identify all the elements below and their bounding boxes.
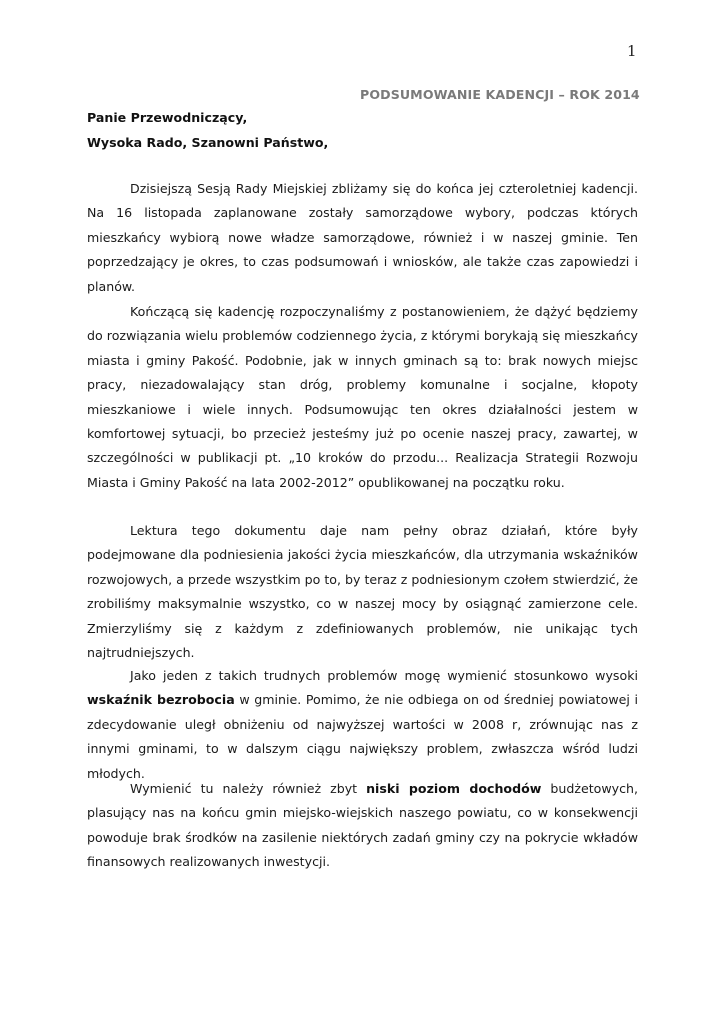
paragraph-4-text xyxy=(87,664,638,786)
paragraph-1 xyxy=(87,177,638,299)
paragraph-1-text: Dzisiejszą Sesją Rady Miejskiej zbliżamy się do końca jej czteroletniej kadencji. Na 16 listopada zaplanowane zostały samorządowe wybory, podczas których mieszkańcy wybiorą nowe władze samorządowe, również i w naszej gminie. Ten poprzedzający je okres, to czas podsumowań i wniosków, ale także czas zapowiedzi i planów. xyxy=(87,181,638,294)
paragraph-5-rest: budżetowych, plasujący nas na końcu gmin miejsko-wiejskich naszego powiatu, co w konsekwencji powoduje brak środków na zasilenie niektórych zadań gminy czy na pokrycie wkładów finansowych realizowanych inwestycji. xyxy=(87,781,639,870)
page-number: 1 xyxy=(627,42,637,60)
low-income-emphasis: niski poziom dochodów xyxy=(366,781,542,796)
paragraph-5-text xyxy=(87,777,638,875)
salutation-line-2: Wysoka Rado, Szanowni Państwo, xyxy=(87,135,329,150)
paragraph-3-text: Lektura tego dokumentu daje nam pełny obraz działań, które były podejmowane dla podniesienia jakości życia mieszkańców, dla utrzymania wskaźników rozwojowych, a przede wszystkim po to, by teraz z podniesionym czołem stwierdzić, że zrobiliśmy maksymalnie wszystko, co w naszej mocy by osiągnąć zamierzone cele. Zmierzyliśmy się z każdym z zdefiniowanych problemów, nie unikając tych najtrudniejszych. xyxy=(87,523,638,661)
paragraph-2 xyxy=(87,300,638,495)
salutation-line-1: Panie Przewodniczący, xyxy=(87,110,248,125)
document-title: PODSUMOWANIE KADENCJI – ROK 2014 xyxy=(360,87,640,102)
unemployment-rate-emphasis: wskaźnik bezrobocia xyxy=(87,692,235,708)
paragraph-2-text: Kończącą się kadencję rozpoczynaliśmy z postanowieniem, że dążyć będziemy do rozwiązania wielu problemów codziennego życia, z którymi borykają się mieszkańcy miasta i gminy Pakość. Podobnie, jak w innych gminach są to: brak nowych miejsc pracy, niezadowalający stan dróg, problemy komunalne i socjalne, kłopoty mieszkaniowe i wiele innych. Podsumowując ten okres działalności jestem w komfortowej sytuacji, bo przecież jesteśmy już po ocenie naszej pracy, zawartej, w szczególności w publikacji pt. „10 kroków do przodu... Realizacja Strategii Rozwoju Miasta i Gminy Pakość na lata 2002-2012” opublikowanej na początku roku. xyxy=(87,304,638,490)
paragraph-3 xyxy=(87,519,638,665)
paragraph-4 xyxy=(87,664,638,786)
paragraph-5-lead: Wymienić tu należy również zbyt xyxy=(130,781,367,796)
paragraph-4-lead: Jako jeden z takich trudnych problemów mogę wymienić stosunkowo wysoki xyxy=(130,668,638,683)
paragraph-4-rest: w gminie. Pomimo, że nie odbiega on od średniej powiatowej i zdecydowanie uległ obniżeniu od najwyższej wartości w 2008 r, zrównując nas z innymi gminami, to w dalszym ciągu największy problem, zwłaszcza wśród ludzi młodych. xyxy=(87,692,638,781)
paragraph-5 xyxy=(87,777,638,875)
